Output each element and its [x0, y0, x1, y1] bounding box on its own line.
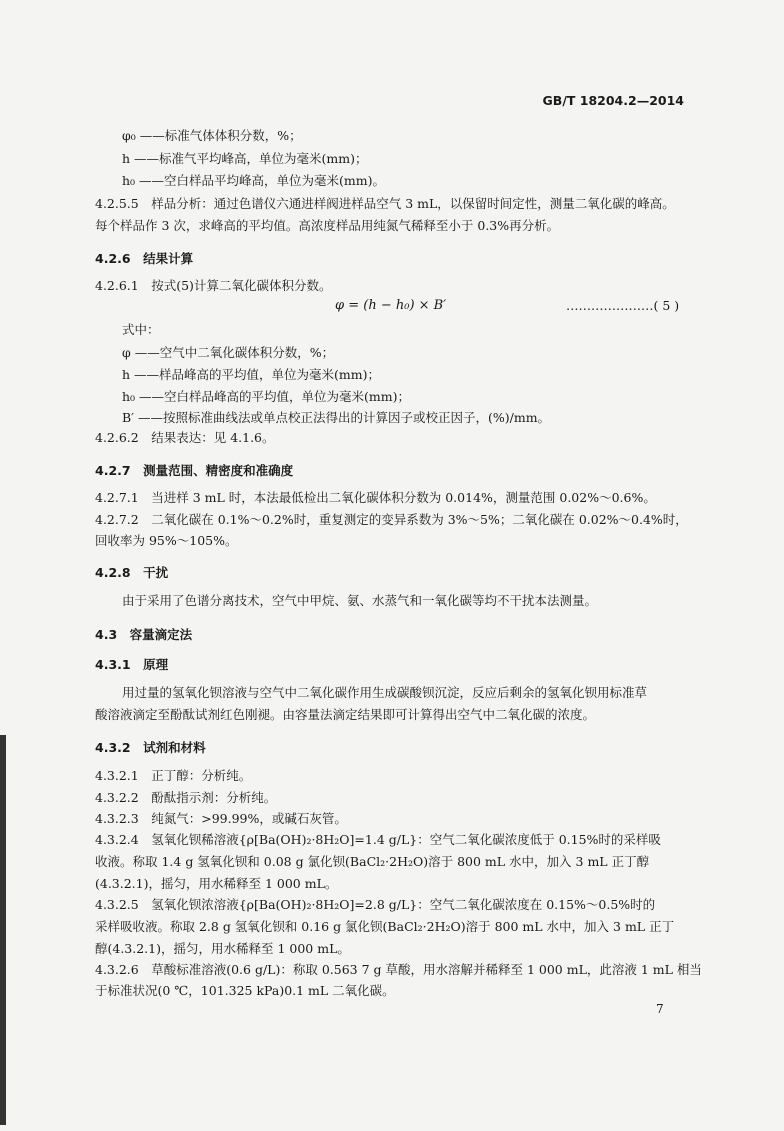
body-paragraph: 酸溶液滴定至酚酞试剂红色刚褪。由容量法滴定结果即可计算得出空气中二氧化碳的浓度。: [95, 707, 596, 722]
variable-definition: h ——标准气平均峰高，单位为毫米(mm)；: [122, 151, 368, 166]
clause-text: 4.3.2.2 酚酞指示剂：分析纯。: [95, 790, 277, 805]
section-heading: 4.3.2 试剂和材料: [95, 740, 206, 755]
formula: φ = (h − h₀) × B′: [335, 298, 447, 313]
page-number: 7: [656, 1002, 664, 1016]
variable-definition: h₀ ——空白样品平均峰高，单位为毫米(mm)。: [122, 173, 385, 188]
clause-text: 4.2.6.1 按式(5)计算二氧化碳体积分数。: [95, 278, 332, 293]
formula-number: …………………( 5 ): [566, 298, 680, 313]
clause-text: 4.2.7.2 二氧化碳在 0.1%～0.2%时，重复测定的变异系数为 3%～5%；二氧化碳在 0.02%～0.4%时，: [95, 512, 688, 527]
variable-definition: h ——样品峰高的平均值，单位为毫米(mm)；: [122, 367, 380, 382]
clause-text: 4.3.2.4 氢氧化钡稀溶液{ρ[Ba(OH)₂·8H₂O]=1.4 g/L}：空气二氧化碳浓度低于 0.15%时的采样吸: [95, 832, 661, 847]
section-heading: 4.3 容量滴定法: [95, 627, 193, 642]
section-heading: 4.2.7 测量范围、精密度和准确度: [95, 463, 294, 478]
variable-definition: φ₀ ——标准气体体积分数，%；: [122, 128, 302, 143]
body-paragraph: 用过量的氢氧化钡溶液与空气中二氧化碳作用生成碳酸钡沉淀，反应后剩余的氢氧化钡用标准草: [122, 685, 648, 700]
variable-definition: h₀ ——空白样品峰高的平均值，单位为毫米(mm)；: [122, 389, 410, 404]
variable-definition: B′ ——按照标准曲线法或单点校正法得出的计算因子或校正因子，(%)/mm。: [122, 410, 551, 425]
clause-text: 采样吸收液。称取 2.8 g 氢氧化钡和 0.16 g 氯化钡(BaCl₂·2H₂O)溶于 800 mL 水中，加入 3 mL 正丁: [95, 919, 675, 934]
variable-definition: φ ——空气中二氧化碳体积分数，%；: [122, 345, 335, 360]
clause-text: (4.3.2.1)，摇匀，用水稀释至 1 000 mL。: [95, 876, 338, 891]
clause-text: 4.3.2.6 草酸标准溶液(0.6 g/L)：称取 0.563 7 g 草酸，用水溶解并稀释至 1 000 mL，此溶液 1 mL 相当: [95, 962, 702, 977]
clause-text: 4.3.2.1 正丁醇：分析纯。: [95, 768, 252, 783]
section-heading: 4.2.8 干扰: [95, 565, 169, 580]
clause-text: 每个样品作 3 次，求峰高的平均值。高浓度样品用纯氮气稀释至小于 0.3%再分析。: [95, 218, 560, 233]
body-paragraph: 由于采用了色谱分离技术，空气中甲烷、氨、水蒸气和一氧化碳等均不干扰本法测量。: [122, 593, 598, 608]
clause-text: 4.2.5.5 样品分析：通过色谱仪六通进样阀进样品空气 3 mL，以保留时间定性，测量二氧化碳的峰高。: [95, 196, 675, 211]
section-heading: 4.3.1 原理: [95, 657, 169, 672]
clause-text: 回收率为 95%～105%。: [95, 533, 238, 548]
clause-text: 4.2.6.2 结果表达：见 4.1.6。: [95, 430, 275, 445]
clause-text: 4.2.7.1 当进样 3 mL 时，本法最低检出二氧化碳体积分数为 0.014%，测量范围 0.02%～0.6%。: [95, 490, 656, 505]
clause-text: 于标准状况(0 ℃，101.325 kPa)0.1 mL 二氧化碳。: [95, 983, 395, 998]
clause-text: 醇(4.3.2.1)，摇匀，用水稀释至 1 000 mL。: [95, 941, 350, 956]
scan-edge: [0, 735, 6, 1125]
clause-text: 4.3.2.3 纯氮气：>99.99%，或碱石灰管。: [95, 811, 347, 826]
section-heading: 4.2.6 结果计算: [95, 251, 194, 266]
clause-text: 4.3.2.5 氢氧化钡浓溶液{ρ[Ba(OH)₂·8H₂O]=2.8 g/L}：空气二氧化碳浓度在 0.15%～0.5%时的: [95, 897, 656, 912]
standard-number: GB/T 18204.2—2014: [542, 93, 684, 108]
clause-text: 收液。称取 1.4 g 氢氧化钡和 0.08 g 氯化钡(BaCl₂·2H₂O)溶于 800 mL 水中，加入 3 mL 正丁醇: [95, 854, 650, 869]
where-label: 式中：: [122, 322, 160, 337]
